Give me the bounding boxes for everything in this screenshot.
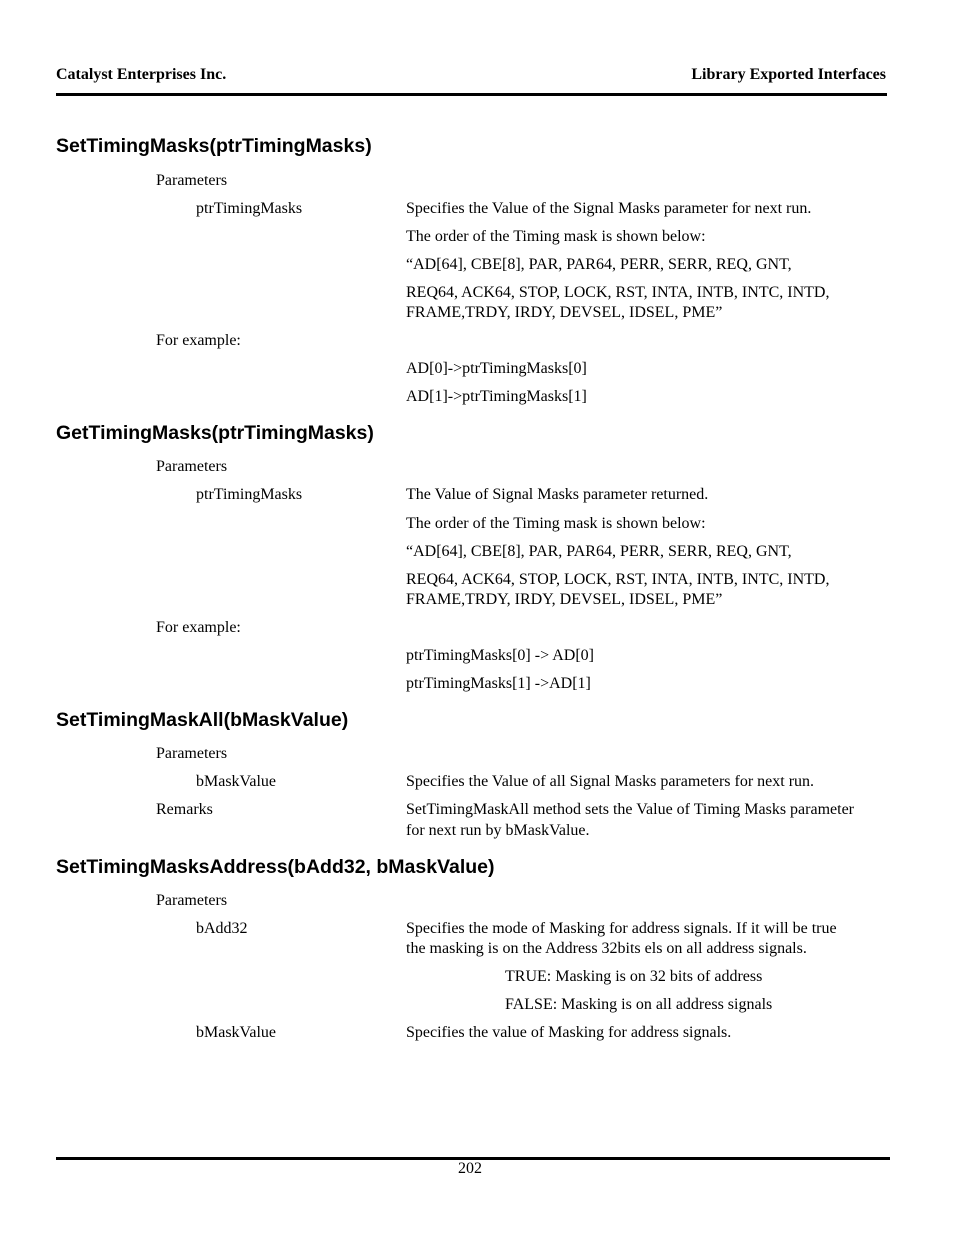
example-line: AD[1]->ptrTimingMasks[1] — [406, 388, 587, 405]
section-title-set-timing-masks: SetTimingMasks(ptrTimingMasks) — [56, 135, 372, 157]
param-name: bAdd32 — [196, 920, 248, 937]
section-title-get-timing-masks: GetTimingMasks(ptrTimingMasks) — [56, 422, 374, 444]
parameters-label: Parameters — [156, 745, 228, 762]
param-description: Specifies the mode of Masking for address signals. If it will be true — [406, 920, 837, 937]
mask-order-line: FRAME,TRDY, IRDY, DEVSEL, IDSEL, PME” — [406, 304, 723, 321]
remarks-line: SetTimingMaskAll method sets the Value of Timing Masks parameter — [406, 801, 854, 818]
mask-order-line: “AD[64], CBE[8], PAR, PAR64, PERR, SERR, REQ, GNT, — [406, 543, 792, 560]
param-description: Specifies the Value of all Signal Masks parameters for next run. — [406, 773, 815, 790]
mask-order-line: REQ64, ACK64, STOP, LOCK, RST, INTA, INTB, INTC, INTD, — [406, 284, 830, 301]
example-line: AD[0]->ptrTimingMasks[0] — [406, 360, 587, 377]
mask-order-line: REQ64, ACK64, STOP, LOCK, RST, INTA, INTB, INTC, INTD, — [406, 571, 830, 588]
param-description: The order of the Timing mask is shown below: — [406, 228, 706, 245]
option-true: TRUE: Masking is on 32 bits of address — [505, 968, 763, 985]
option-false: FALSE: Masking is on all address signals — [505, 996, 773, 1013]
param-description: Specifies the value of Masking for address signals. — [406, 1024, 732, 1041]
page-header — [56, 66, 886, 88]
remarks-label: Remarks — [156, 801, 213, 818]
param-name: bMaskValue — [196, 773, 276, 790]
example-label: For example: — [156, 619, 241, 636]
example-label: For example: — [156, 332, 241, 349]
section-title-set-timing-masks-address: SetTimingMasksAddress(bAdd32, bMaskValue) — [56, 856, 495, 878]
header-rule — [56, 93, 887, 96]
company-name: Catalyst Enterprises Inc. — [56, 66, 227, 83]
parameters-label: Parameters — [156, 172, 228, 189]
param-description: The Value of Signal Masks parameter returned. — [406, 486, 709, 503]
remarks-line: for next run by bMaskValue. — [406, 822, 590, 839]
mask-order-line: FRAME,TRDY, IRDY, DEVSEL, IDSEL, PME” — [406, 591, 723, 608]
page-number: 202 — [458, 1160, 482, 1177]
param-name: ptrTimingMasks — [196, 486, 303, 503]
parameters-label: Parameters — [156, 458, 228, 475]
section-name: Library Exported Interfaces — [691, 66, 886, 83]
param-description: the masking is on the Address 32bits els on all address signals. — [406, 940, 807, 957]
param-description: Specifies the Value of the Signal Masks parameter for next run. — [406, 200, 812, 217]
param-description: The order of the Timing mask is shown below: — [406, 515, 706, 532]
example-line: ptrTimingMasks[1] ->AD[1] — [406, 675, 591, 692]
example-line: ptrTimingMasks[0] -> AD[0] — [406, 647, 594, 664]
parameters-label: Parameters — [156, 892, 228, 909]
param-name: bMaskValue — [196, 1024, 276, 1041]
param-name: ptrTimingMasks — [196, 200, 303, 217]
section-title-set-timing-mask-all: SetTimingMaskAll(bMaskValue) — [56, 709, 349, 731]
mask-order-line: “AD[64], CBE[8], PAR, PAR64, PERR, SERR, REQ, GNT, — [406, 256, 792, 273]
